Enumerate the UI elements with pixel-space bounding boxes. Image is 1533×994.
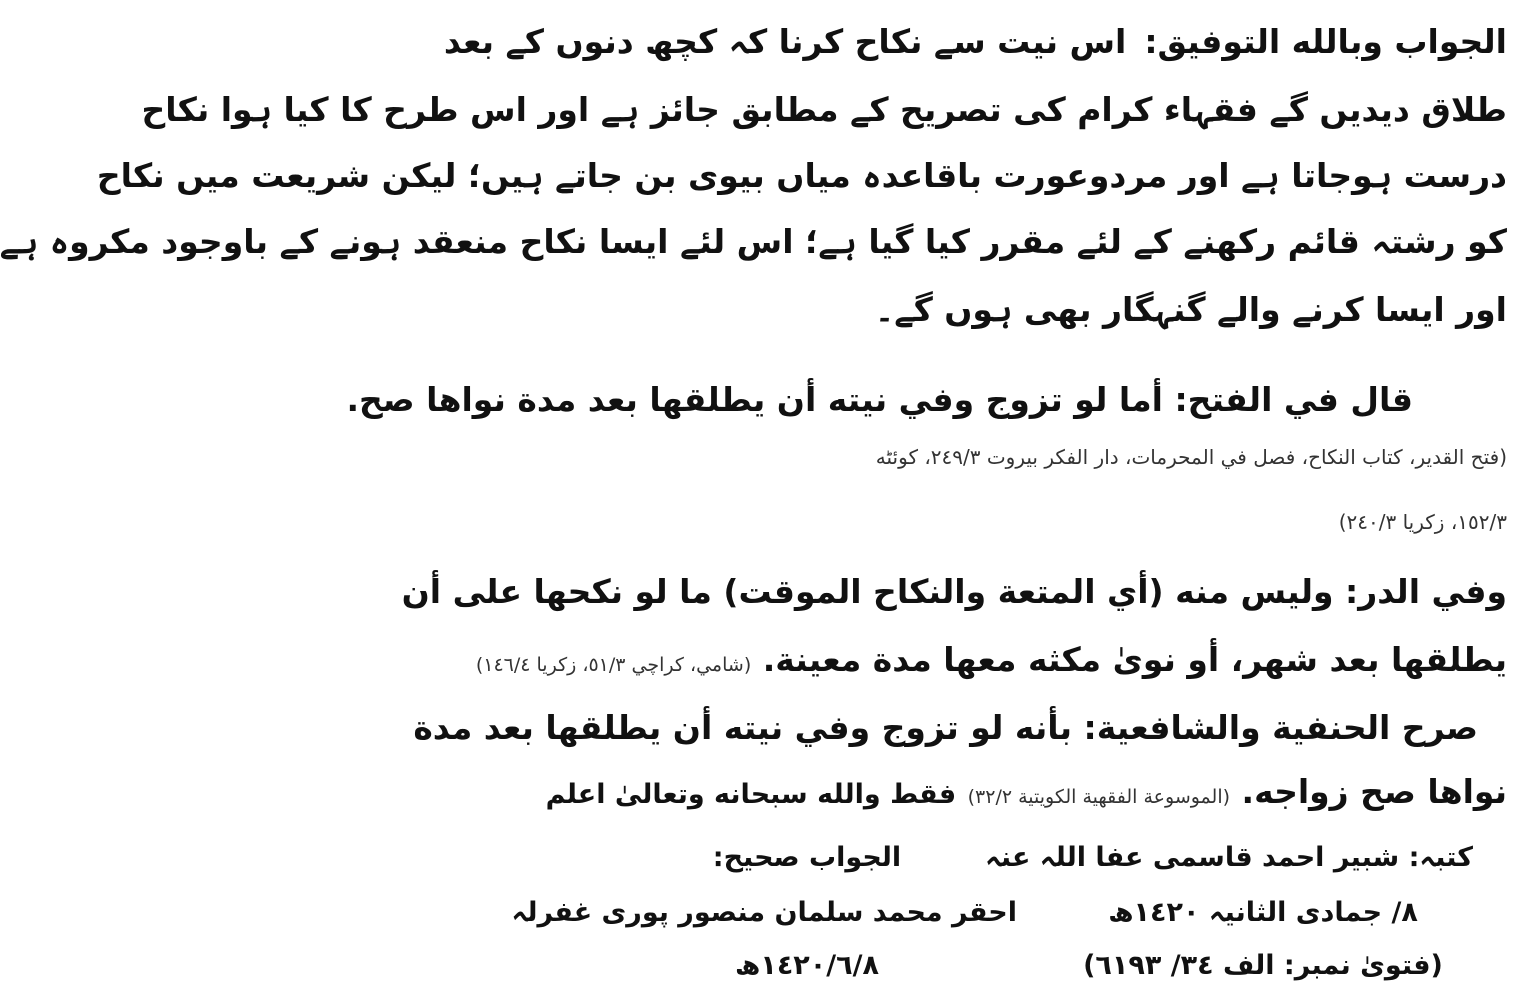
citation-mawsuah-text-cont xyxy=(545,772,1507,811)
endorsement-date: ١٤٢٠/٦/٨ھ xyxy=(735,950,879,981)
endorsement-title: الجواب صحیح: xyxy=(712,842,902,873)
answer-line-4: کو رشتہ قائم رکھنے کے لئے مقرر کیا گیا ہے؛ اس لئے ایسا نکاح منعقد ہونے کے باوجود مکروہ ہے xyxy=(0,222,1507,261)
citation-durr-text-2: يطلقها بعد شهر، أو نوىٰ مكثه معها مدة معينة. xyxy=(762,640,1507,679)
citation-durr-reference: (شامي، كراچي ٥١/٣، زكريا ١٤٦/٤) xyxy=(475,654,752,676)
endorser-name: احقر محمد سلمان منصور پوری غفرلہ xyxy=(511,897,1017,928)
answer-line-1 xyxy=(443,22,1507,61)
signature-date: ٨/ جمادی الثانیہ ١٤٢٠ھ xyxy=(1108,897,1418,928)
signature-written-by: کتبہ: شبیر احمد قاسمی عفا اللہ عنہ xyxy=(985,842,1473,873)
answer-line-5: اور ایسا کرنے والے گنہگار بھی ہوں گے۔ xyxy=(874,290,1507,329)
citation-fath-reference: (فتح القدير، كتاب النكاح، فصل في المحرمات، دار الفكر بيروت ٢٤٩/٣، كوئٹه xyxy=(875,445,1507,469)
answer-text: اس نیت سے نکاح کرنا کہ کچھ دنوں کے بعد xyxy=(443,22,1127,61)
citation-fath-reference-cont: ١٥٢/٣، زكريا ٢٤٠/٣) xyxy=(1338,510,1507,534)
citation-durr-text: وفي الدر: وليس منه (أي المتعة والنكاح الموقت) ما لو نكحها على أن xyxy=(401,572,1507,611)
answer-line-2: طلاق دیدیں گے فقہاء کرام کی تصریح کے مطابق جائز ہے اور اس طرح کا کیا ہوا نکاح xyxy=(141,90,1507,129)
citation-mawsuah-text: صرح الحنفية والشافعية: بأنه لو تزوج وفي نيته أن يطلقها بعد مدة xyxy=(413,708,1478,747)
citation-mawsuah-reference: (الموسوعة الفقهية الكويتية ٣٢/٢) xyxy=(967,786,1231,808)
answer-heading: الجواب وبالله التوفيق: xyxy=(1144,22,1507,61)
closing-formula: فقط والله سبحانه وتعالىٰ اعلم xyxy=(545,779,957,810)
citation-durr-text-cont xyxy=(475,640,1507,679)
answer-line-3: درست ہوجاتا ہے اور مردوعورت باقاعدہ میاں بیوی بن جاتے ہیں؛ لیکن شریعت میں نکاح xyxy=(96,156,1507,195)
citation-fath-text: قال في الفتح: أما لو تزوج وفي نيته أن يطلقها بعد مدة نواها صح. xyxy=(346,380,1413,419)
fatwa-number: (فتویٰ نمبر: الف ٣٤/ ٦١٩٣) xyxy=(1083,950,1443,981)
citation-mawsuah-text-2: نواها صح زواجه. xyxy=(1241,772,1507,811)
